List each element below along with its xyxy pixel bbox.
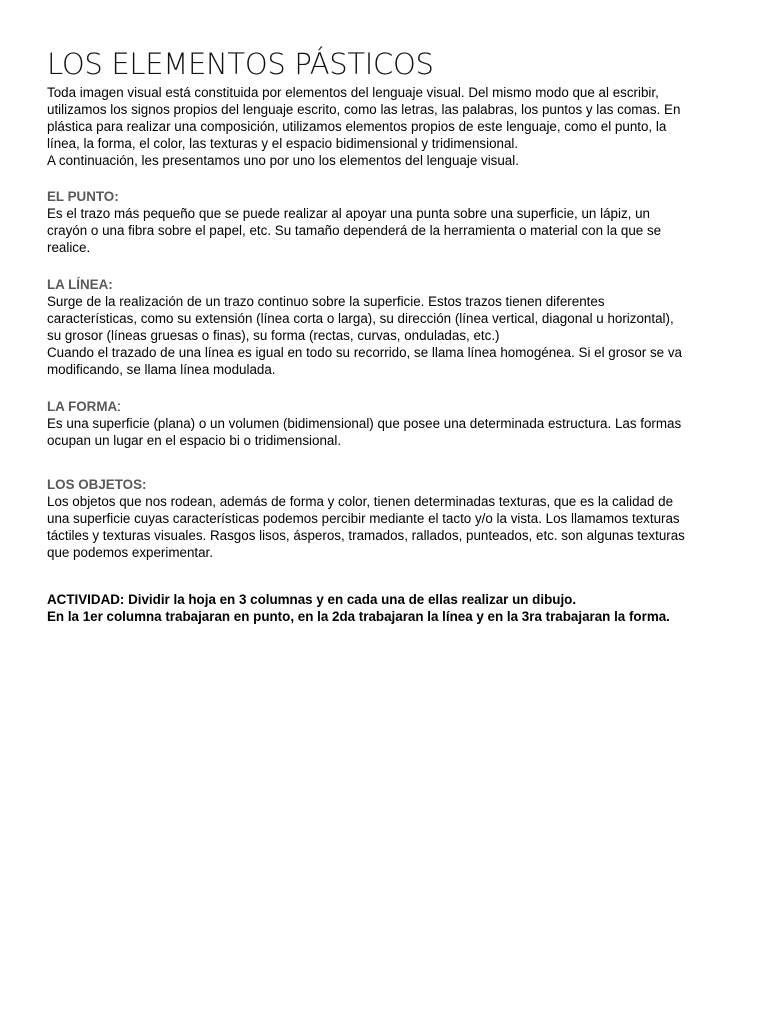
document-page [47, 44, 727, 638]
activity-instructions: ACTIVIDAD: Dividir la hoja en 3 columnas y en cada una de ellas realizar un dibujo. En la 1er columna trabajaran en punto, en la 2da trabajaran la línea y en la 3ra trabajaran la forma. [47, 592, 670, 624]
section-heading-punto: EL PUNTO: [47, 189, 119, 204]
intro-paragraph: Toda imagen visual está constituida por elementos del lenguaje visual. Del mismo modo que al escribir, utilizamos los signos propios del lenguaje escrito, como las letras, las palabras, los puntos y las comas. En plástica para realizar una composición, utilizamos elementos propios de este lenguaje, como el punto, la línea, la forma, el color, las texturas y el espacio bidimensional y tridimensional. A continuación, les presentamos uno por uno los elementos del lenguaje visual. [47, 85, 681, 168]
section-heading-suffix: : [117, 399, 121, 414]
section-heading-objetos: LOS OBJETOS: [47, 477, 147, 492]
section-body-linea: Surge de la realización de un trazo continuo sobre la superficie. Estos trazos tienen diferentes características, como su extensión (línea corta o larga), su dirección (línea vertical, diagonal u horizontal), su grosor (líneas gruesas o finas), su forma (rectas, curvas, onduladas, etc.) Cuando el trazado de una línea es igual en todo su recorrido, se llama línea homogénea. Si el grosor se va modificando, se llama línea modulada. [47, 294, 682, 377]
section-heading-forma: LA FORMA [47, 399, 118, 414]
section-forma [47, 398, 727, 449]
section-body-objetos: Los objetos que nos rodean, además de forma y color, tienen determinadas texturas, que es la calidad de una superficie cuyas características podemos percibir mediante el tacto y/o la vista. Los llamamos texturas táctiles y texturas visuales. Rasgos lisos, ásperos, tramados, rallados, punteados, etc. son algunas texturas que podemos experimentar. [47, 494, 685, 560]
document-title: LOS ELEMENTOS PÁSTICOS [47, 47, 434, 81]
section-objetos [47, 476, 727, 561]
section-linea [47, 276, 727, 378]
section-body-punto: Es el trazo más pequeño que se puede realizar al apoyar una punta sobre una superficie, un lápiz, un crayón o una fibra sobre el papel, etc. Su tamaño dependerá de la herramienta o material con la que se realice. [47, 206, 662, 255]
section-punto [47, 188, 727, 256]
section-heading-linea: LA LÍNEA: [47, 277, 113, 292]
section-body-forma: Es una superficie (plana) o un volumen (bidimensional) que posee una determinada estructura. Las formas ocupan un lugar en el espacio bi o tridimensional. [47, 416, 682, 448]
